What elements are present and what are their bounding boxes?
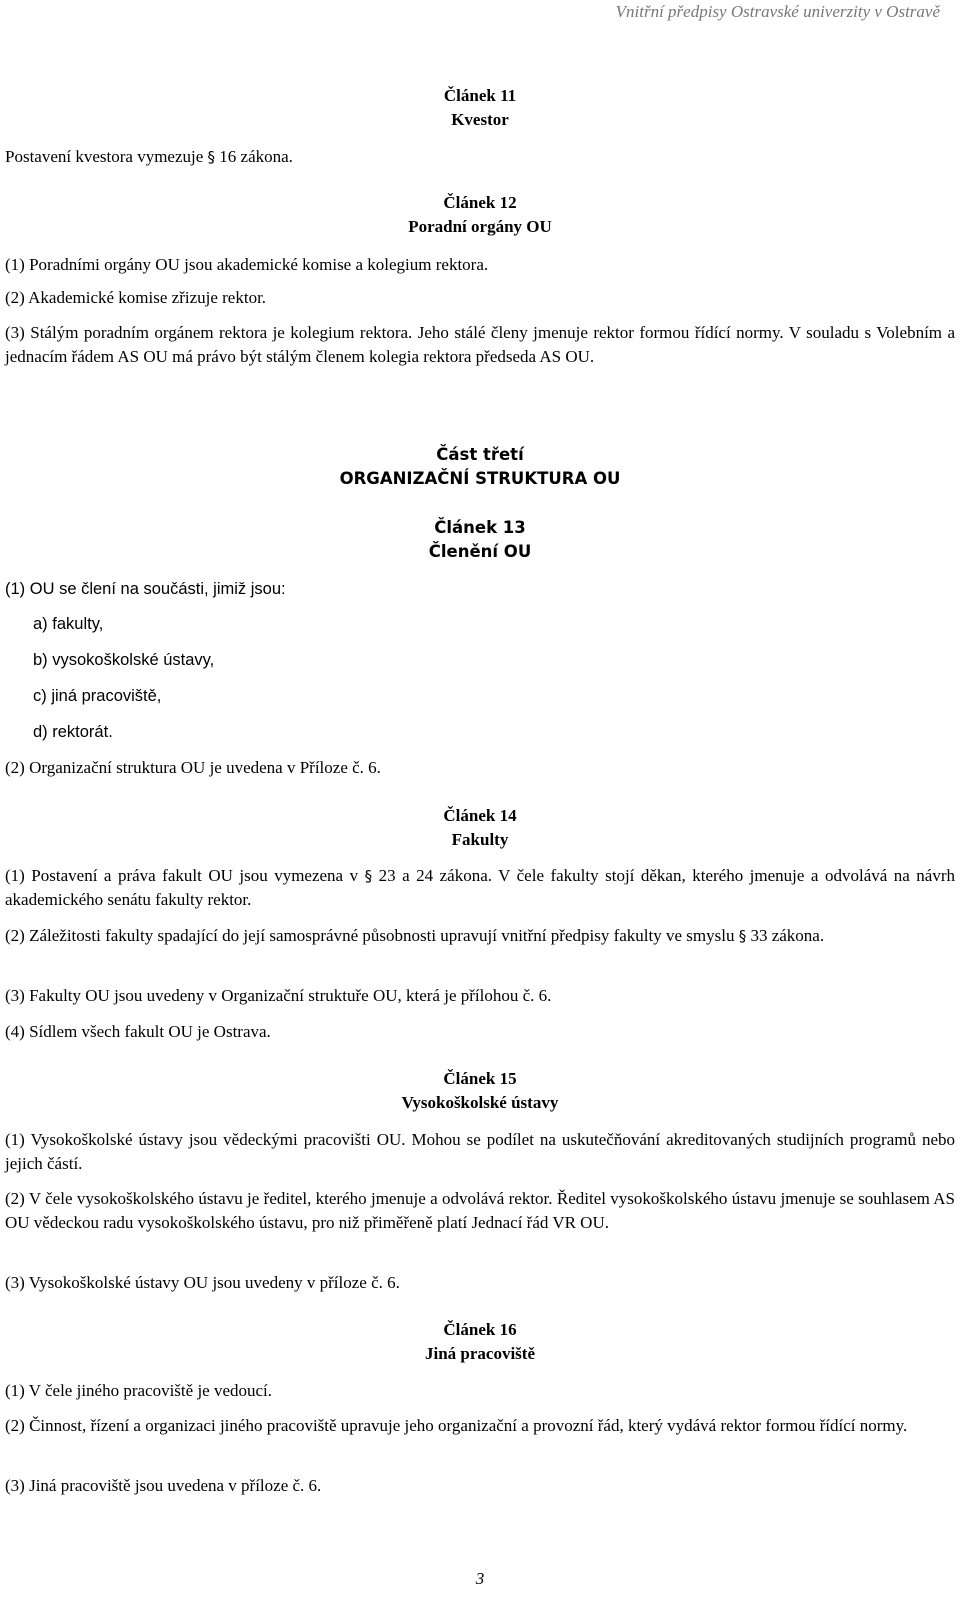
article-11-text: Postavení kvestora vymezuje xyxy=(5,147,204,166)
article-14-paragraph-1 xyxy=(5,864,955,912)
section-sign-icon: § xyxy=(364,867,373,885)
article-11-heading xyxy=(0,84,960,132)
article-13-paragraph-1: (1) OU se člení na součásti, jimiž jsou: xyxy=(5,580,286,598)
section-sign-icon: § xyxy=(738,927,747,945)
list-item: c) jiná pracoviště, xyxy=(33,687,162,705)
article-11-ref: 16 zákona. xyxy=(219,147,293,166)
section-sign-icon: § xyxy=(207,148,216,166)
article-14-p2-text: (2) Záležitosti fakulty spadající do její samosprávné působnosti upravují vnitřní předpisy fakulty ve smyslu xyxy=(5,926,735,945)
list-item: d) rektorát. xyxy=(33,723,113,741)
article-13-title: Členění OU xyxy=(428,542,532,561)
article-12-number: Článek 12 xyxy=(443,193,517,212)
article-14-paragraph-4: (4) Sídlem všech fakult OU je Ostrava. xyxy=(5,1022,271,1041)
article-11-paragraph xyxy=(5,145,293,169)
article-11-title: Kvestor xyxy=(451,110,509,129)
article-15-paragraph-2: (2) V čele vysokoškolského ústavu je ředitel, kterého jmenuje a odvolává rektor. Ředitel vysokoškolského ústavu jmenuje se souhlasem AS OU vědeckou radu vysokoškolského ústavu, pro niž přiměřeně platí Jednací řád VR OU. xyxy=(5,1189,955,1232)
article-14-number: Článek 14 xyxy=(443,806,517,825)
article-16-number: Článek 16 xyxy=(443,1320,517,1339)
article-12-heading xyxy=(0,191,960,239)
page-number: 3 xyxy=(475,1569,485,1588)
article-14-p1-text: (1) Postavení a práva fakult OU jsou vymezena v xyxy=(5,866,359,885)
list-item: a) fakulty, xyxy=(33,615,104,633)
article-15-number: Článek 15 xyxy=(443,1069,517,1088)
article-14-p1-rest: 23 a 24 zákona. V čele fakulty stojí děkan, kterého jmenuje a odvolává na návrh akademického senátu fakulty rektor. xyxy=(5,866,956,909)
article-16-paragraph-3: (3) Jiná pracoviště jsou uvedena v příloze č. 6. xyxy=(5,1476,322,1495)
article-13-heading xyxy=(0,516,960,564)
part-three-label: Část třetí xyxy=(436,445,524,464)
list-item: b) vysokoškolské ústavy, xyxy=(33,651,215,669)
article-16-paragraph-2: (2) Činnost, řízení a organizaci jiného pracoviště upravuje jeho organizační a provozní řád, který vydává rektor formou řídící normy. xyxy=(5,1416,908,1435)
article-15-title: Vysokoškolské ústavy xyxy=(401,1093,559,1112)
article-14-paragraph-3: (3) Fakulty OU jsou uvedeny v Organizační struktuře OU, která je přílohou č. 6. xyxy=(5,986,552,1005)
article-12-title: Poradní orgány OU xyxy=(408,217,552,236)
article-16-heading xyxy=(0,1318,960,1366)
part-three-title: ORGANIZAČNÍ STRUKTURA OU xyxy=(339,469,621,488)
article-14-heading xyxy=(0,804,960,852)
article-13-paragraph-2: (2) Organizační struktura OU je uvedena v Příloze č. 6. xyxy=(5,758,381,777)
article-12-paragraph-1: (1) Poradními orgány OU jsou akademické komise a kolegium rektora. xyxy=(5,255,489,274)
article-12-paragraph-2: (2) Akademické komise zřizuje rektor. xyxy=(5,288,267,307)
article-15-paragraph-3: (3) Vysokoškolské ústavy OU jsou uvedeny v příloze č. 6. xyxy=(5,1273,400,1292)
article-12-paragraph-3: (3) Stálým poradním orgánem rektora je kolegium rektora. Jeho stálé členy jmenuje rektor formou řídící normy. V souladu s Volebním a jednacím řádem AS OU má právo být stálým členem kolegia rektora předseda AS OU. xyxy=(5,323,955,366)
part-three-heading xyxy=(0,443,960,491)
article-16-paragraph-1: (1) V čele jiného pracoviště je vedoucí. xyxy=(5,1381,273,1400)
article-14-title: Fakulty xyxy=(451,830,509,849)
article-14-paragraph-2 xyxy=(5,924,955,948)
article-11-number: Článek 11 xyxy=(443,86,517,105)
article-16-title: Jiná pracoviště xyxy=(424,1344,536,1363)
article-15-heading xyxy=(0,1067,960,1115)
article-14-p2-rest: 33 zákona. xyxy=(750,926,825,945)
article-13-number: Článek 13 xyxy=(434,518,526,537)
article-15-paragraph-1: (1) Vysokoškolské ústavy jsou vědeckými pracovišti OU. Mohou se podílet na uskutečňování akreditovaných studijních programů nebo jejich částí. xyxy=(5,1130,955,1173)
page-header: Vnitřní předpisy Ostravské univerzity v Ostravě xyxy=(615,2,940,21)
